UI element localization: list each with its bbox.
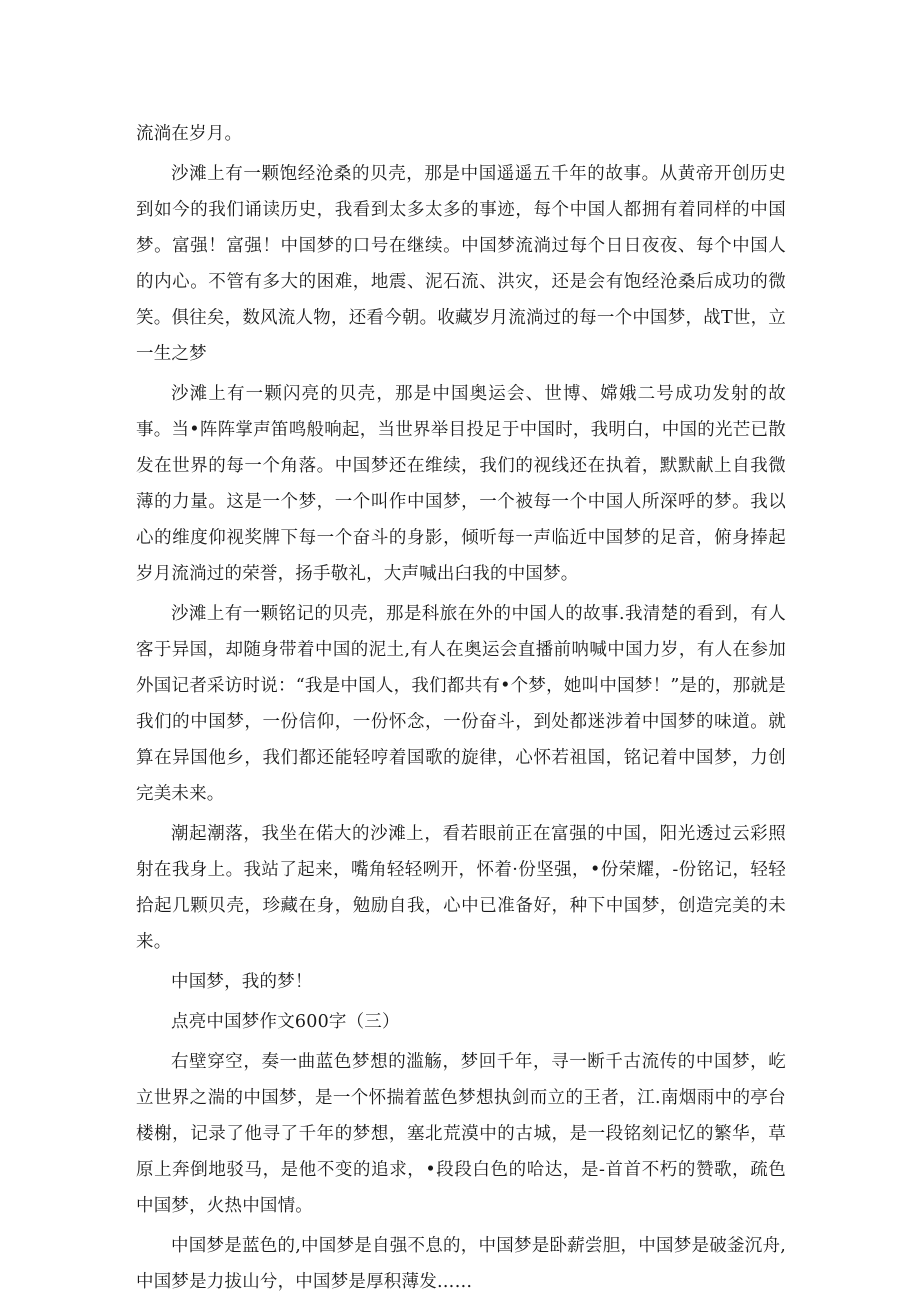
paragraph-blue-dream: 右壁穿空，奏一曲蓝色梦想的滥觞，梦回千年，寻一断千古流传的中国梦，屹立世界之湍的中国梦，是一个怀揣着蓝色梦想执剑而立的王者，江.南烟雨中的亭台楼榭，记录了他寻了千年的梦想，塞北荒漠中的古城，是一段铭刻记忆的繁华，草原上奔倒地驳马，是他不变的追求，•段段白色的哈达，是-首首不朽的赞歌，疏色中国梦，火热中国情。 [136,1052,786,1216]
section-heading: 点亮中国梦作文600字（三） [171,1012,400,1032]
paragraph-dream-is: 中国梦是蓝色的,中国梦是自强不息的，中国梦是卧薪尝胆，中国梦是破釜沉舟,中国梦是力拔山兮，中国梦是厚积薄发…… [136,1236,786,1292]
paragraph-continuation: 流淌在岁月。 [136,124,243,144]
paragraph-shell-overseas: 沙滩上有一颗铭记的贝壳，那是科旅在外的中国人的故事.我清楚的看到，有人客于异国，却随身带着中国的泥土,有人在奥运会直播前呐喊中国力岁，有人在参加外国记者采访时说：“我是中国人，我们都共有•个梦，她叫中国梦！”是的，那就是我们的中国梦，一份信仰，一份怀念，一份奋斗，到处都迷涉着中国梦的味道。就算在异国他乡，我们都还能轻哼着国歌的旋律，心怀若祖国，铭记着中国梦，力创完美未来。 [136,604,786,804]
paragraph-my-dream: 中国梦，我的梦！ [171,972,313,992]
paragraph-shell-history: 沙滩上有一颗饱经沧桑的贝壳，那是中国遥遥五千年的故事。从黄帝开创历史到如今的我们诵读历史，我看到太多太多的事迹，每个中国人都拥有着同样的中国梦。富强！富强！中国梦的口号在继续。中国梦流淌过每个日日夜夜、每个中国人的内心。不管有多大的困难，地震、泥石流、洪灾，还是会有饱经沧桑后成功的微笑。俱往矣，数风流人物，还看今朝。收藏岁月流淌过的每一个中国梦，战T世，立一生之梦 [136,164,786,364]
paragraph-shell-achievements: 沙滩上有一颗闪亮的贝壳，那是中国奥运会、世博、嫦娥二号成功发射的故事。当•阵阵掌声笛鸣般响起，当世界举目投足于中国时，我明白，中国的光芒已散发在世界的每一个角落。中国梦还在维续，我们的视线还在执着，默默献上自我微薄的力量。这是一个梦，一个叫作中国梦，一个被每一个中国人所深呼的梦。我以心的维度仰视奖牌下每一个奋斗的身影，倾听每一声临近中国梦的足音，俯身捧起岁月流淌过的荣誉，扬手敬礼，大声喊出臼我的中国梦。 [136,384,786,584]
document-page [136,116,786,1300]
paragraph-tide: 潮起潮落，我坐在偌大的沙滩上，看若眼前正在富强的中国，阳光透过云彩照射在我身上。我站了起来，嘴角轻轻咧开，怀着·份坚强，•份荣耀，-份铭记，轻轻拾起几颗贝壳，珍藏在身，勉励自我，心中已准备好，种下中国梦，创造完美的未来。 [136,824,786,952]
